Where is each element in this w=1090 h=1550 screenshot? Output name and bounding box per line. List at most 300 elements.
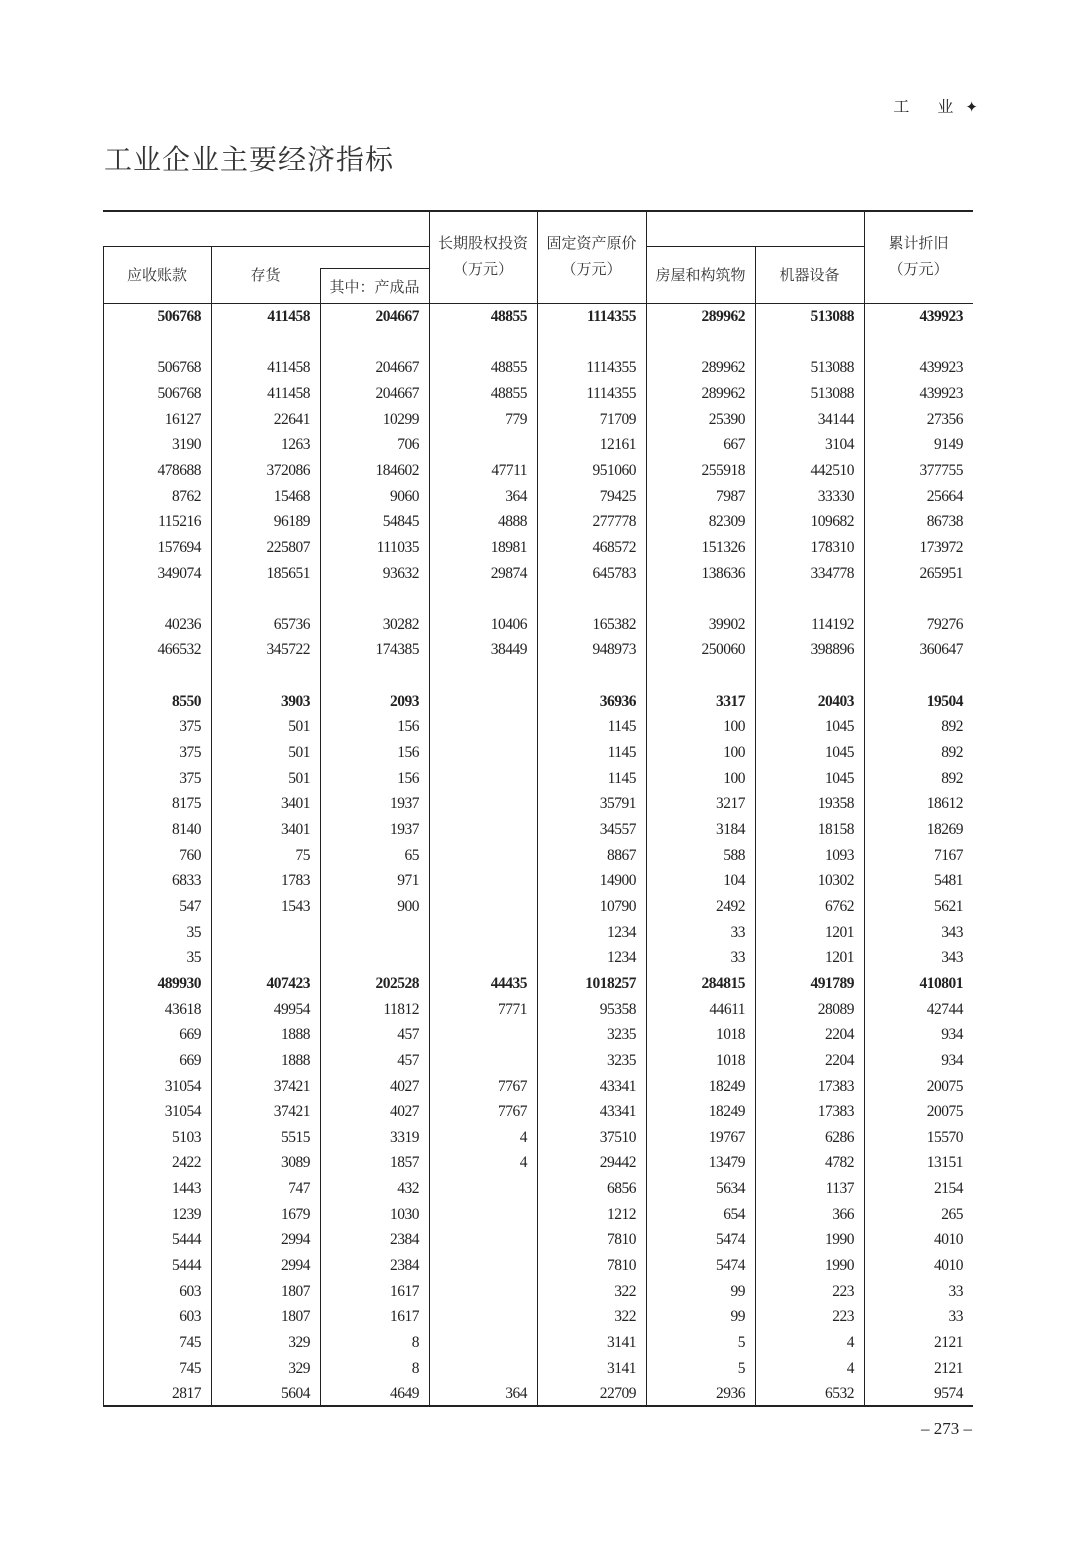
table-cell: 4027 bbox=[390, 1103, 419, 1121]
table-cell: 17383 bbox=[817, 1077, 854, 1095]
table-cell: 442510 bbox=[810, 461, 854, 479]
table-cell: 43618 bbox=[164, 1000, 201, 1018]
table-cell: 18612 bbox=[926, 795, 963, 813]
table-cell: 5604 bbox=[281, 1385, 310, 1403]
header-line: 累计折旧 bbox=[888, 234, 949, 252]
table-cell: 35791 bbox=[599, 795, 636, 813]
table-cell: 892 bbox=[941, 769, 963, 787]
table-cell: 10302 bbox=[817, 872, 854, 890]
table-cell: 645783 bbox=[592, 564, 636, 582]
table-cell: 3401 bbox=[281, 821, 310, 838]
table-cell: 31054 bbox=[164, 1103, 201, 1121]
table-cell: 33 bbox=[730, 949, 745, 967]
table-row bbox=[103, 1253, 973, 1279]
table-cell: 2384 bbox=[390, 1231, 419, 1249]
table-cell: 2817 bbox=[172, 1385, 201, 1403]
header-machinery: 机器设备 bbox=[779, 266, 840, 284]
table-cell: 1679 bbox=[281, 1205, 310, 1223]
table-cell: 7767 bbox=[498, 1103, 527, 1121]
table-cell: 10406 bbox=[490, 615, 527, 633]
table-cell: 17383 bbox=[817, 1103, 854, 1121]
header-fixed-assets bbox=[537, 230, 646, 282]
table-cell: 375 bbox=[179, 744, 201, 762]
table-row bbox=[103, 612, 973, 638]
table-cell: 971 bbox=[397, 872, 419, 890]
table-row bbox=[103, 458, 973, 484]
table-cell: 34557 bbox=[599, 821, 636, 838]
table-cell: 1443 bbox=[172, 1180, 201, 1198]
table-cell: 1212 bbox=[607, 1205, 636, 1223]
table-cell: 4 bbox=[846, 1334, 854, 1351]
table-cell: 27356 bbox=[926, 410, 963, 428]
table-cell: 501 bbox=[288, 769, 310, 787]
table-cell: 111035 bbox=[376, 538, 419, 556]
table-cell: 513088 bbox=[810, 384, 854, 402]
table-cell: 892 bbox=[941, 718, 963, 736]
table-cell: 6856 bbox=[607, 1180, 636, 1198]
table-cell: 100 bbox=[723, 769, 745, 787]
table-cell: 760 bbox=[179, 846, 201, 864]
top-rule bbox=[103, 210, 973, 212]
table-cell: 9149 bbox=[934, 436, 963, 454]
table-cell: 7167 bbox=[934, 846, 963, 864]
table-cell: 289962 bbox=[701, 359, 745, 377]
table-cell: 1145 bbox=[607, 769, 636, 787]
table-cell: 156 bbox=[397, 744, 419, 762]
table-cell: 329 bbox=[288, 1359, 310, 1377]
table-cell: 138636 bbox=[701, 564, 745, 582]
table-cell: 3317 bbox=[716, 692, 745, 710]
table-cell: 1990 bbox=[825, 1257, 854, 1275]
table-cell: 2093 bbox=[390, 692, 419, 710]
table-cell: 6286 bbox=[825, 1128, 854, 1146]
table-cell: 5103 bbox=[172, 1128, 201, 1146]
table-cell: 6833 bbox=[172, 872, 201, 890]
table-cell: 934 bbox=[941, 1026, 963, 1044]
table-cell: 1888 bbox=[281, 1026, 310, 1044]
table-cell: 4 bbox=[519, 1154, 527, 1172]
table-cell: 410801 bbox=[919, 974, 963, 992]
table-cell: 366 bbox=[832, 1205, 854, 1223]
table-cell: 184602 bbox=[375, 461, 419, 479]
table-cell: 13479 bbox=[708, 1154, 745, 1172]
table-cell: 14900 bbox=[599, 872, 636, 890]
table-cell: 289962 bbox=[701, 384, 745, 402]
table-cell: 1783 bbox=[281, 872, 310, 890]
table-row bbox=[103, 1202, 973, 1228]
table-cell: 375 bbox=[179, 769, 201, 787]
table-cell: 3089 bbox=[281, 1154, 310, 1172]
table-cell: 329 bbox=[288, 1334, 310, 1351]
table-cell: 2994 bbox=[281, 1231, 310, 1249]
table-cell: 1093 bbox=[825, 846, 854, 864]
table-cell: 223 bbox=[832, 1308, 854, 1326]
table-row bbox=[103, 1048, 973, 1074]
table-cell: 37421 bbox=[273, 1103, 310, 1121]
table-cell: 20403 bbox=[817, 692, 854, 710]
table-cell: 432 bbox=[397, 1180, 419, 1198]
spacer-row bbox=[103, 663, 973, 689]
header-unit: （万元） bbox=[452, 260, 513, 278]
table-cell: 65 bbox=[404, 846, 419, 864]
table-row bbox=[103, 509, 973, 535]
table-cell: 1239 bbox=[172, 1205, 201, 1223]
table-cell: 9574 bbox=[934, 1385, 963, 1403]
table-cell: 19504 bbox=[926, 692, 963, 710]
table-row bbox=[103, 1304, 973, 1330]
table-cell: 669 bbox=[179, 1026, 201, 1044]
table-cell: 1018257 bbox=[585, 974, 636, 992]
table-cell: 15570 bbox=[926, 1128, 963, 1146]
table-cell: 1263 bbox=[281, 436, 310, 454]
table-cell: 33 bbox=[730, 923, 745, 941]
table-cell: 204667 bbox=[375, 308, 419, 325]
table-cell: 491789 bbox=[810, 974, 854, 992]
table-cell: 948973 bbox=[592, 641, 636, 659]
table-cell: 185651 bbox=[266, 564, 310, 582]
table-cell: 8867 bbox=[607, 846, 636, 864]
table-cell: 1234 bbox=[607, 923, 636, 941]
table-cell: 1617 bbox=[390, 1282, 419, 1300]
table-cell: 1234 bbox=[607, 949, 636, 967]
table-row bbox=[103, 1074, 973, 1100]
table-cell: 1990 bbox=[825, 1231, 854, 1249]
table-cell: 104 bbox=[723, 872, 745, 890]
table-cell: 547 bbox=[179, 897, 201, 915]
header-rule-sub bbox=[320, 268, 429, 269]
table-cell: 5515 bbox=[281, 1128, 310, 1146]
table-cell: 349074 bbox=[157, 564, 201, 582]
table-cell: 1201 bbox=[825, 949, 854, 967]
table-cell: 1201 bbox=[825, 923, 854, 941]
table-cell: 204667 bbox=[375, 359, 419, 377]
table-row bbox=[103, 689, 973, 715]
table-cell: 10790 bbox=[599, 897, 636, 915]
header-finished-goods: 其中：产成品 bbox=[329, 278, 420, 296]
table-cell: 779 bbox=[505, 410, 527, 428]
table-cell: 513088 bbox=[810, 308, 854, 325]
table-cell: 44435 bbox=[490, 974, 527, 992]
table-cell: 36936 bbox=[599, 692, 636, 710]
table-cell: 4010 bbox=[934, 1257, 963, 1275]
table-cell: 3235 bbox=[607, 1051, 636, 1069]
table-cell: 4027 bbox=[390, 1077, 419, 1095]
table-cell: 265951 bbox=[919, 564, 963, 582]
table-cell: 411458 bbox=[267, 308, 310, 325]
table-row bbox=[103, 432, 973, 458]
table-cell: 100 bbox=[723, 718, 745, 736]
table-cell: 65736 bbox=[273, 615, 310, 633]
table-cell: 22641 bbox=[273, 410, 310, 428]
table-cell: 6762 bbox=[825, 897, 854, 915]
table-cell: 95358 bbox=[599, 1000, 636, 1018]
table-cell: 3217 bbox=[716, 795, 745, 813]
table-cell: 934 bbox=[941, 1051, 963, 1069]
table-cell: 18158 bbox=[817, 821, 854, 838]
table-cell: 29442 bbox=[599, 1154, 636, 1172]
table-cell: 34144 bbox=[817, 410, 854, 428]
table-cell: 174385 bbox=[375, 641, 419, 659]
table-cell: 603 bbox=[179, 1308, 201, 1326]
table-cell: 1145 bbox=[607, 744, 636, 762]
table-cell: 2994 bbox=[281, 1257, 310, 1275]
table-cell: 7810 bbox=[607, 1231, 636, 1249]
spacer-row bbox=[103, 586, 973, 612]
table-row bbox=[103, 561, 973, 587]
table-cell: 18981 bbox=[490, 538, 527, 556]
table-cell: 114192 bbox=[811, 615, 854, 633]
table-cell: 165382 bbox=[592, 615, 636, 633]
table-cell: 10299 bbox=[382, 410, 419, 428]
diamond-icon: ✦ bbox=[965, 100, 978, 116]
header-line: 长期股权投资 bbox=[437, 234, 528, 252]
header-depreciation bbox=[864, 230, 973, 282]
table-cell: 1114355 bbox=[586, 359, 636, 377]
table-cell: 411458 bbox=[267, 384, 310, 402]
table-cell: 33 bbox=[948, 1282, 963, 1300]
table-cell: 439923 bbox=[919, 359, 963, 377]
table-row bbox=[103, 1176, 973, 1202]
indicator-table bbox=[103, 210, 973, 1408]
table-row bbox=[103, 1099, 973, 1125]
table-cell: 5 bbox=[737, 1334, 745, 1351]
table-cell: 6532 bbox=[825, 1385, 854, 1403]
table-cell: 8550 bbox=[172, 692, 201, 710]
table-cell: 5 bbox=[737, 1359, 745, 1377]
table-row bbox=[103, 484, 973, 510]
table-cell: 951060 bbox=[592, 461, 636, 479]
table-cell: 501 bbox=[288, 718, 310, 736]
table-cell: 4782 bbox=[825, 1154, 854, 1172]
table-cell: 1145 bbox=[607, 718, 636, 736]
running-head bbox=[893, 94, 978, 117]
table-cell: 603 bbox=[179, 1282, 201, 1300]
header-line: 固定资产原价 bbox=[546, 234, 637, 252]
table-row bbox=[103, 355, 973, 381]
table-cell: 48855 bbox=[490, 384, 527, 402]
table-cell: 96189 bbox=[273, 513, 310, 531]
table-cell: 322 bbox=[614, 1282, 636, 1300]
table-cell: 468572 bbox=[592, 538, 636, 556]
table-cell: 1937 bbox=[390, 821, 419, 838]
table-cell: 48855 bbox=[490, 359, 527, 377]
table-cell: 478688 bbox=[157, 461, 201, 479]
table-row bbox=[103, 971, 973, 997]
table-cell: 289962 bbox=[701, 308, 745, 325]
table-cell: 151326 bbox=[701, 538, 745, 556]
table-cell: 47711 bbox=[491, 461, 527, 479]
table-cell: 4 bbox=[519, 1128, 527, 1146]
table-cell: 5474 bbox=[716, 1257, 745, 1275]
table-cell: 18269 bbox=[926, 821, 963, 838]
table-cell: 33 bbox=[948, 1308, 963, 1326]
table-cell: 1030 bbox=[390, 1205, 419, 1223]
table-cell: 202528 bbox=[375, 974, 419, 992]
table-cell: 223 bbox=[832, 1282, 854, 1300]
table-cell: 4 bbox=[846, 1359, 854, 1377]
table-row bbox=[103, 1330, 973, 1356]
table-cell: 82309 bbox=[708, 513, 745, 531]
table-cell: 18249 bbox=[708, 1077, 745, 1095]
table-row bbox=[103, 1279, 973, 1305]
table-cell: 35 bbox=[186, 923, 201, 941]
page-number: – 273 – bbox=[921, 1419, 972, 1438]
table-cell: 3141 bbox=[607, 1334, 636, 1351]
table-cell: 19358 bbox=[817, 795, 854, 813]
table-cell: 1114355 bbox=[586, 384, 636, 402]
table-cell: 745 bbox=[179, 1359, 201, 1377]
table-cell: 8 bbox=[411, 1359, 419, 1377]
table-cell: 71709 bbox=[599, 410, 636, 428]
table-cell: 345722 bbox=[266, 641, 310, 659]
table-cell: 8175 bbox=[172, 795, 201, 813]
table-cell: 513088 bbox=[810, 359, 854, 377]
table-cell: 7771 bbox=[498, 1000, 527, 1018]
table-cell: 3235 bbox=[607, 1026, 636, 1044]
table-cell: 322 bbox=[614, 1308, 636, 1326]
table-cell: 37421 bbox=[273, 1077, 310, 1095]
table-cell: 28089 bbox=[817, 1000, 854, 1018]
table-cell: 8762 bbox=[172, 487, 201, 505]
table-cell: 7987 bbox=[716, 487, 745, 505]
table-cell: 343 bbox=[941, 949, 963, 967]
table-cell: 3190 bbox=[172, 436, 201, 454]
table-cell: 35 bbox=[186, 949, 201, 967]
table-cell: 654 bbox=[723, 1205, 745, 1223]
table-cell: 37510 bbox=[599, 1128, 636, 1146]
table-cell: 5444 bbox=[172, 1231, 201, 1249]
table-cell: 669 bbox=[179, 1051, 201, 1069]
table-cell: 29874 bbox=[490, 564, 527, 582]
table-cell: 5474 bbox=[716, 1231, 745, 1249]
table-cell: 1045 bbox=[825, 744, 854, 762]
table-cell: 2384 bbox=[390, 1257, 419, 1275]
table-row bbox=[103, 1125, 973, 1151]
table-cell: 173972 bbox=[919, 538, 963, 556]
table-cell: 1018 bbox=[716, 1026, 745, 1044]
table-cell: 11812 bbox=[383, 1000, 419, 1018]
table-cell: 204667 bbox=[375, 384, 419, 402]
table-cell: 13151 bbox=[926, 1154, 963, 1172]
table-cell: 1045 bbox=[825, 718, 854, 736]
table-cell: 44611 bbox=[709, 1000, 745, 1018]
table-cell: 1137 bbox=[825, 1180, 854, 1198]
table-row bbox=[103, 535, 973, 561]
table-cell: 54845 bbox=[382, 513, 419, 531]
table-cell: 4888 bbox=[498, 513, 527, 531]
table-row bbox=[103, 714, 973, 740]
table-cell: 156 bbox=[397, 718, 419, 736]
table-cell: 747 bbox=[288, 1180, 310, 1198]
header-equity-investment bbox=[429, 230, 537, 282]
table-cell: 109682 bbox=[810, 513, 854, 531]
table-cell: 3903 bbox=[281, 692, 310, 710]
table-cell: 375 bbox=[179, 718, 201, 736]
table-cell: 506768 bbox=[157, 359, 201, 377]
table-cell: 86738 bbox=[926, 513, 963, 531]
table-cell: 900 bbox=[397, 897, 419, 915]
table-cell: 489930 bbox=[157, 974, 201, 992]
header-unit: （万元） bbox=[888, 260, 949, 278]
table-cell: 99 bbox=[730, 1308, 745, 1326]
table-row bbox=[103, 1381, 973, 1407]
table-cell: 9060 bbox=[390, 487, 419, 505]
table-cell: 19767 bbox=[708, 1128, 745, 1146]
table-row bbox=[103, 381, 973, 407]
spacer-row bbox=[103, 330, 973, 356]
table-cell: 178310 bbox=[810, 538, 854, 556]
table-cell: 20075 bbox=[926, 1077, 963, 1095]
table-cell: 439923 bbox=[919, 384, 963, 402]
table-cell: 49954 bbox=[273, 1000, 310, 1018]
table-cell: 1888 bbox=[281, 1051, 310, 1069]
table-cell: 16127 bbox=[164, 410, 201, 428]
table-row bbox=[103, 407, 973, 433]
table-row bbox=[103, 1356, 973, 1382]
table-row bbox=[103, 304, 973, 330]
table-cell: 40236 bbox=[164, 615, 201, 633]
table-cell: 3104 bbox=[825, 436, 854, 454]
table-cell: 43341 bbox=[599, 1077, 636, 1095]
header-unit: （万元） bbox=[561, 260, 622, 278]
table-row bbox=[103, 843, 973, 869]
table-cell: 22709 bbox=[599, 1385, 636, 1403]
table-cell: 5481 bbox=[934, 872, 963, 890]
table-cell: 255918 bbox=[701, 461, 745, 479]
table-cell: 4649 bbox=[390, 1385, 419, 1403]
table-cell: 407423 bbox=[266, 974, 310, 992]
running-head-text: 工 业 bbox=[893, 99, 966, 116]
table-cell: 7810 bbox=[607, 1257, 636, 1275]
table-cell: 48855 bbox=[490, 308, 527, 325]
table-cell: 277778 bbox=[592, 513, 636, 531]
table-row bbox=[103, 1022, 973, 1048]
table-cell: 115216 bbox=[158, 513, 201, 531]
table-cell: 250060 bbox=[701, 641, 745, 659]
table-cell: 18249 bbox=[708, 1103, 745, 1121]
header-receivables: 应收账款 bbox=[126, 266, 187, 284]
table-cell: 372086 bbox=[266, 461, 310, 479]
table-cell: 439923 bbox=[919, 308, 963, 325]
table-cell: 7767 bbox=[498, 1077, 527, 1095]
page-title: 工业企业主要经济指标 bbox=[104, 143, 395, 176]
header-buildings: 房屋和构筑物 bbox=[655, 266, 746, 284]
table-cell: 1617 bbox=[390, 1308, 419, 1326]
table-cell: 334778 bbox=[810, 564, 854, 582]
table-cell: 892 bbox=[941, 744, 963, 762]
table-cell: 31054 bbox=[164, 1077, 201, 1095]
table-cell: 43341 bbox=[599, 1103, 636, 1121]
table-cell: 506768 bbox=[157, 384, 201, 402]
table-cell: 2204 bbox=[825, 1026, 854, 1044]
table-cell: 745 bbox=[179, 1334, 201, 1351]
table-cell: 343 bbox=[941, 923, 963, 941]
table-cell: 265 bbox=[941, 1205, 963, 1223]
table-cell: 588 bbox=[723, 846, 745, 864]
table-cell: 2936 bbox=[716, 1385, 745, 1403]
table-cell: 2422 bbox=[172, 1154, 201, 1172]
table-row bbox=[103, 868, 973, 894]
table-cell: 156 bbox=[397, 769, 419, 787]
table-cell: 364 bbox=[505, 1385, 527, 1403]
table-row bbox=[103, 637, 973, 663]
table-cell: 457 bbox=[397, 1051, 419, 1069]
table-cell: 33330 bbox=[817, 487, 854, 505]
table-cell: 38449 bbox=[490, 641, 527, 659]
table-row bbox=[103, 817, 973, 843]
table-cell: 364 bbox=[505, 487, 527, 505]
table-cell: 25390 bbox=[708, 410, 745, 428]
